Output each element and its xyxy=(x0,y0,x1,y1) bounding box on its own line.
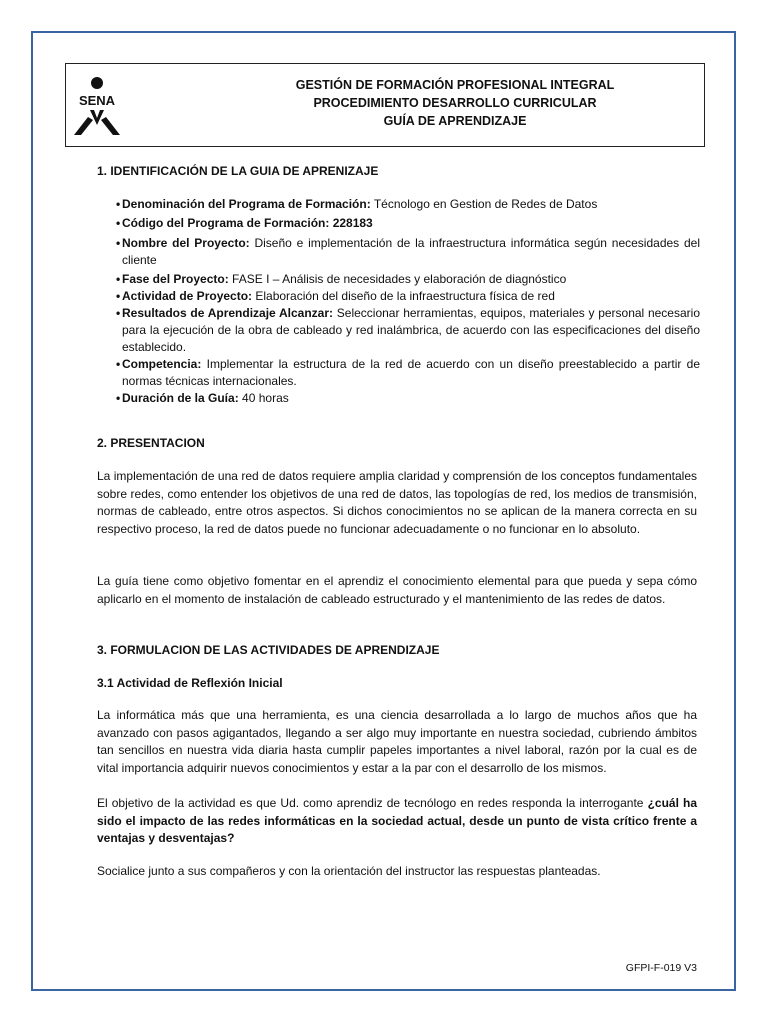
reflexion-paragraph-1: La informática más que una herramienta, es una ciencia desarrollada a lo largo de muchos años que ha avanzado con pasos agigantados, llegando a ser algo muy importante en nuestra sociedad, cubriendo ámbitos tan sencillos en nuestra vida diaria hasta cumplir papeles importantes a nivel laboral, razón por la cual es de vital importancia adquirir nuevos conocimientos y estar a la par con el desarrollo de los mismos. xyxy=(97,708,697,775)
list-item: • Fase del Proyecto: FASE I – Análisis de necesidades y elaboración de diagnóstico xyxy=(96,271,700,288)
header-title-block xyxy=(206,76,704,130)
logo-text: SENA xyxy=(78,93,116,108)
identificacion-list xyxy=(96,196,700,407)
list-item: • Competencia: Implementar la estructura de la red de acuerdo con un diseño preestablecido a partir de normas técnicas internacionales. xyxy=(96,356,700,390)
list-item: • Denominación del Programa de Formación: Técnologo en Gestion de Redes de Datos xyxy=(96,196,700,213)
section-3-1-heading: 3.1 Actividad de Reflexión Inicial xyxy=(97,676,283,690)
section-identificacion xyxy=(97,163,697,180)
question-text: ¿cuál ha sido el impacto de las redes informáticas en la sociedad actual, desde un punto de vista crítico frente a ventajas y desventajas? xyxy=(97,796,697,845)
section-3-1 xyxy=(97,675,697,692)
list-item: • Nombre del Proyecto: Diseño e implementación de la infraestructura informática según necesidades del cliente xyxy=(96,235,700,269)
header-line-1: GESTIÓN DE FORMACIÓN PROFESIONAL INTEGRAL xyxy=(295,78,615,92)
header-line-3: GUÍA DE APRENDIZAJE xyxy=(383,114,527,128)
reflexion-paragraph-2: El objetivo de la actividad es que Ud. como aprendiz de tecnólogo en redes responda la interrogante ¿cuál ha sido el impacto de las redes informáticas en la sociedad actual, desde un punto de vista crítico frente a ventajas y desventajas? xyxy=(97,796,697,845)
list-item: • Código del Programa de Formación: 228183 xyxy=(96,215,700,232)
section-actividades xyxy=(97,642,697,659)
section-3-heading: 3. FORMULACION DE LAS ACTIVIDADES DE APRENDIZAJE xyxy=(97,643,440,657)
form-code: GFPI-F-019 V3 xyxy=(625,962,697,974)
list-item: • Actividad de Proyecto: Elaboración del diseño de la infraestructura física de red xyxy=(96,288,700,305)
presentacion-paragraph-1: La implementación de una red de datos requiere amplia claridad y comprensión de los conceptos fundamentales sobre redes, como entender los objetivos de una red de datos, las topologías de red, los medios de transmisión, normas de cableado, entre otros aspectos. Si dichos conocimientos no se aplican de la manera correcta en su respectivo proceso, la red de datos puede no funcionar adecuadamente o no funcionar en lo absoluto. xyxy=(97,469,697,536)
header-line-2: PROCEDIMIENTO DESARROLLO CURRICULAR xyxy=(313,96,597,110)
list-item: • Resultados de Aprendizaje Alcanzar: Seleccionar herramientas, equipos, materiales y personal necesario para la ejecución de la obra de cableado y red inalámbrica, de acuerdo con las especificaciones del diseño establecido. xyxy=(96,305,700,356)
presentacion-paragraph-2: La guía tiene como objetivo fomentar en el aprendiz el conocimiento elemental para que pueda y sepa cómo aplicarlo en el momento de instalación de cableado estructurado y el mantenimiento de las redes de datos. xyxy=(97,574,697,606)
section-2-heading: 2. PRESENTACION xyxy=(97,436,205,450)
sena-logo xyxy=(70,75,130,137)
identificacion-list-container xyxy=(96,196,700,407)
reflexion-paragraph-3: Socialice junto a sus compañeros y con la orientación del instructor las respuestas planteadas. xyxy=(97,864,601,878)
list-item: • Duración de la Guía: 40 horas xyxy=(96,390,700,407)
document-header xyxy=(65,63,705,147)
section-1-heading: 1. IDENTIFICACIÓN DE LA GUIA DE APRENIZAJE xyxy=(97,164,379,178)
section-presentacion xyxy=(97,435,697,452)
